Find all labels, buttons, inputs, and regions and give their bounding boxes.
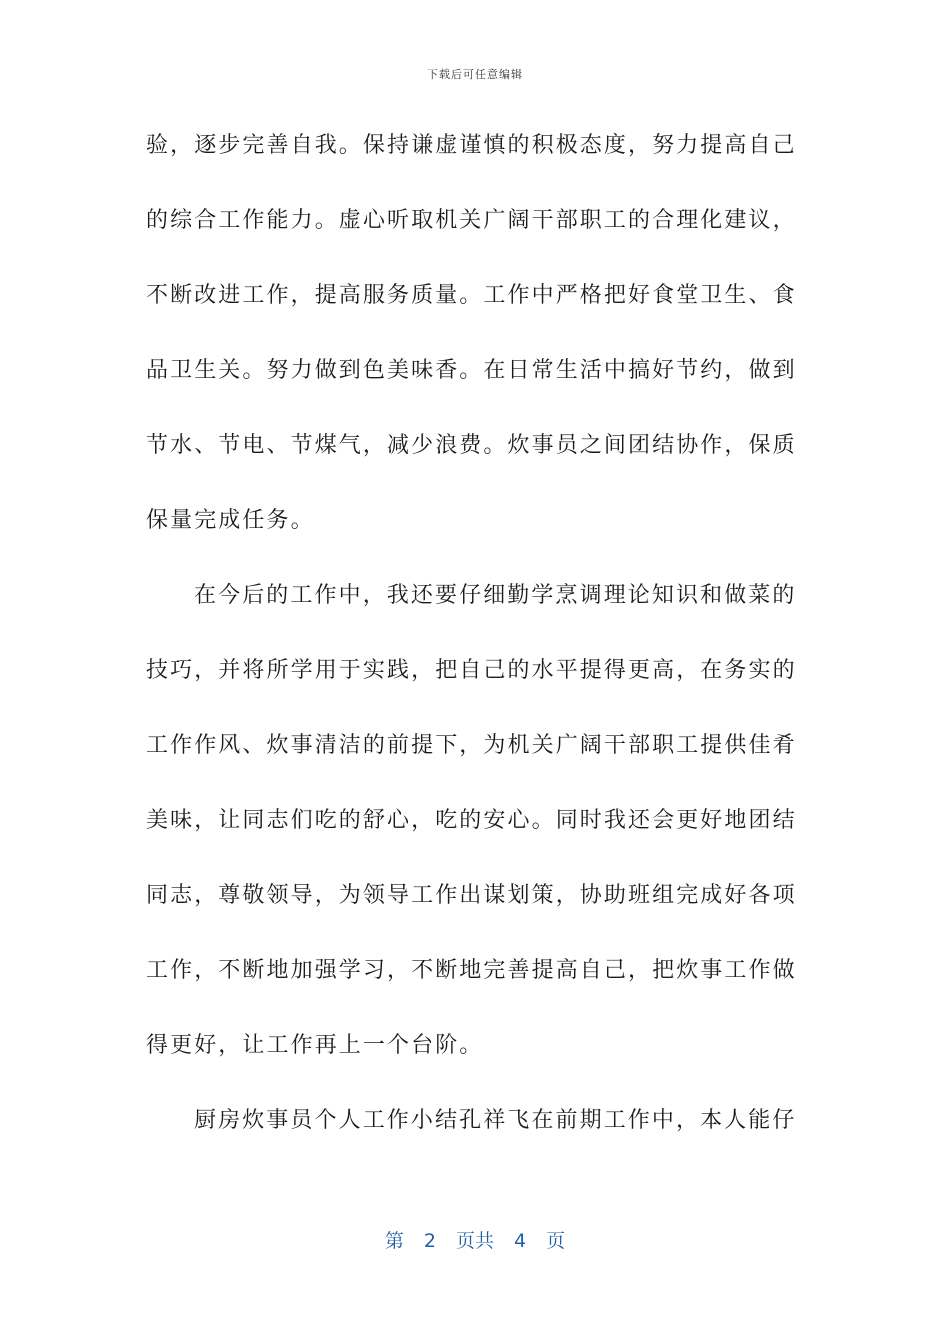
- text-line: 同志，尊敬领导，为领导工作出谋划策，协助班组完成好各项: [146, 883, 797, 908]
- text-line: 技巧，并将所学用于实践，把自己的水平提得更高，在务实的: [146, 658, 797, 683]
- total-page-number: 4: [514, 1230, 527, 1252]
- text-line: 在今后的工作中，我还要仔细勤学烹调理论知识和做菜的: [194, 583, 797, 608]
- text-line: 工作作风、炊事清洁的前提下，为机关广阔干部职工提供佳肴: [146, 733, 797, 758]
- text-line: 验，逐步完善自我。保持谦虚谨慎的积极态度，努力提高自己: [146, 133, 797, 158]
- page-number-footer: [0, 1226, 950, 1253]
- text-line: 的综合工作能力。虚心听取机关广阔干部职工的合理化建议，: [146, 208, 797, 233]
- footer-suffix: 页: [546, 1230, 566, 1252]
- current-page-number: 2: [423, 1230, 436, 1252]
- text-line: 品卫生关。努力做到色美味香。在日常生活中搞好节约，做到: [146, 358, 797, 383]
- text-line: 美味，让同志们吃的舒心，吃的安心。同时我还会更好地团结: [146, 808, 797, 833]
- text-line: 保量完成任务。: [146, 508, 315, 533]
- document-body: [146, 120, 798, 1170]
- page-header-note: 下载后可任意编辑: [427, 68, 523, 81]
- text-line: 得更好，让工作再上一个台阶。: [146, 1033, 484, 1058]
- footer-prefix: 第: [384, 1230, 404, 1252]
- text-line: 工作，不断地加强学习，不断地完善提高自己，把炊事工作做: [146, 958, 797, 983]
- text-line: 不断改进工作，提高服务质量。工作中严格把好食堂卫生、食: [146, 283, 797, 308]
- text-line: 厨房炊事员个人工作小结孔祥飞在前期工作中，本人能仔: [194, 1108, 797, 1133]
- footer-middle: 页共: [455, 1230, 494, 1252]
- text-line: 节水、节电、节煤气，减少浪费。炊事员之间团结协作，保质: [146, 433, 797, 458]
